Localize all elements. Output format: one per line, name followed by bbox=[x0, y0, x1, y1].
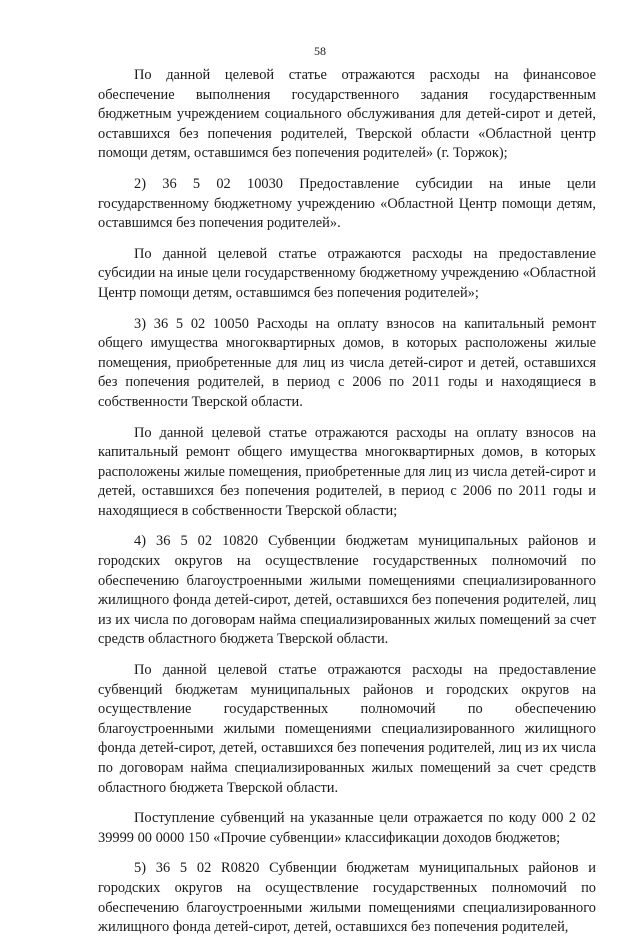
paragraph-capital-repair-description: По данной целевой статье отражаются расходы на оплату взносов на капитальный ремонт общего имущества многоквартирных домов, в которых расположены жилые помещения, приобретенные для лиц из числа детей-сирот и детей, оставшихся без попечения родителей, в период с 2006 по 2011 годы и находящиеся в собственности Тверской области; bbox=[98, 424, 596, 519]
paragraph-item-5-subventions: 5) 36 5 02 R0820 Субвенции бюджетам муниципальных районов и городских округов на осуществление государственных полномочий по обеспечению благоустроенными жилыми помещениями специализированного жилищного фонда детей-сирот, детей, оставшихся без попечения родителей, bbox=[98, 860, 596, 936]
paragraph-income-code: Поступление субвенций на указанные цели отражается по коду 000 2 02 39999 00 0000 150 «Прочие субвенции» классификации доходов бюджетов; bbox=[98, 810, 596, 846]
page-number: 58 bbox=[314, 44, 326, 58]
paragraph-subsidy-description: По данной целевой статье отражаются расходы на предоставление субсидии на иные цели государственному бюджетному учреждению «Областной Центр помощи детям, оставшимся без попечения родителей»; bbox=[98, 245, 596, 301]
document-body bbox=[98, 66, 596, 938]
paragraph-item-4-subventions: 4) 36 5 02 10820 Субвенции бюджетам муниципальных районов и городских округов на осуществление государственных полномочий по обеспечению благоустроенными жилыми помещениями специализированного жилищного фонда детей-сирот, детей, оставшихся без попечения родителей, лиц из их числа по договорам найма специализированных жилых помещений за счет средств областного бюджета Тверской области. bbox=[98, 533, 596, 648]
paragraph-financing-torzhok-center: По данной целевой статье отражаются расходы на финансовое обеспечение выполнения государственного задания государственным бюджетным учреждением социального обслуживания для детей-сирот и детей, оставшихся без попечения родителей, Тверской области «Областной центр помощи детям, оставшимся без попечения родителей» (г. Торжок); bbox=[98, 67, 596, 162]
paragraph-subventions-description: По данной целевой статье отражаются расходы на предоставление субвенций бюджетам муниципальных районов и городских округов на осуществление государственных полномочий по обеспечению благоустроенными жилыми помещениями специализированного жилищного фонда детей-сирот, детей, оставшихся без попечения родителей, лиц из их числа по договорам найма специализированных жилых помещений за счет средств областного бюджета Тверской области. bbox=[98, 662, 596, 796]
paragraph-item-2-subsidy: 2) 36 5 02 10030 Предоставление субсидии на иные цели государственному бюджетному учреждению «Областной Центр помощи детям, оставшимся без попечения родителей». bbox=[98, 175, 596, 232]
paragraph-item-3-capital-repair: 3) 36 5 02 10050 Расходы на оплату взносов на капитальный ремонт общего имущества многоквартирных домов, в которых расположены жилые помещения, приобретенные для лиц из числа детей-сирот и детей, оставшихся без попечения родителей, в период с 2006 по 2011 годы и находящиеся в собственности Тверской области. bbox=[98, 315, 596, 410]
